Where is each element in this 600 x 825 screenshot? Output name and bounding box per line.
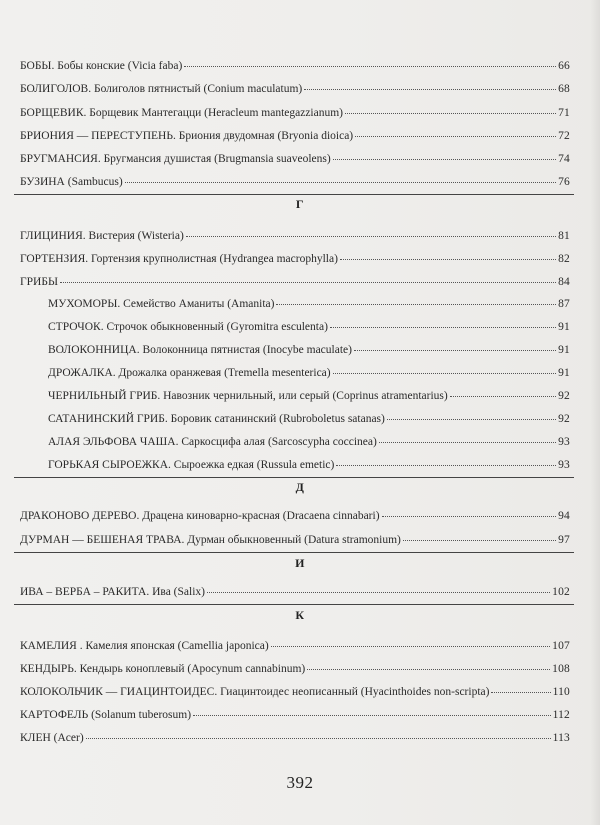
dot-leader xyxy=(60,270,556,283)
toc-entry xyxy=(20,682,570,702)
toc-entry-page: 72 xyxy=(558,130,570,142)
toc-entry xyxy=(20,705,570,725)
toc-entry-title: КЕНДЫРЬ. Кендырь коноплевый (Apocynum cannabinum) xyxy=(20,663,306,675)
toc-entry-title: САТАНИНСКИЙ ГРИБ. Боровик сатанинский (Rubroboletus satanas) xyxy=(48,413,385,425)
dot-leader xyxy=(355,124,556,137)
toc-entry-title: ВОЛОКОННИЦА. Волоконница пятнистая (Inocybe maculate) xyxy=(48,344,352,356)
section-letter: Г xyxy=(295,197,305,211)
page-edge-shadow xyxy=(590,0,600,825)
dot-leader xyxy=(186,224,556,237)
toc-subentry xyxy=(48,317,570,337)
dot-leader xyxy=(382,504,557,517)
toc-entry xyxy=(20,172,570,192)
toc-entry-title: ГОРЬКАЯ СЫРОЕЖКА. Сыроежка едкая (Russula emetic) xyxy=(48,459,335,471)
toc-entry-page: 94 xyxy=(558,510,570,522)
toc-entry-page: 92 xyxy=(558,390,570,402)
dot-leader xyxy=(336,453,556,466)
toc-entry-title: ГЛИЦИНИЯ. Вистерия (Wisteria) xyxy=(20,230,184,242)
toc-entry-title: ЧЕРНИЛЬНЫЙ ГРИБ. Навозник чернильный, или серый (Coprinus atramentarius) xyxy=(48,390,448,402)
toc-entry-title: КАМЕЛИЯ . Камелия японская (Camellia japonica) xyxy=(20,640,269,652)
toc-entry-page: 66 xyxy=(558,60,570,72)
page-number: 392 xyxy=(286,773,314,792)
toc-entry xyxy=(20,659,570,679)
dot-leader xyxy=(450,384,556,397)
toc-entry-title: ДРАКОНОВО ДЕРЕВО. Драцена киноварно-красная (Dracaena cinnabari) xyxy=(20,510,380,522)
dot-leader xyxy=(276,292,556,305)
toc-subentry xyxy=(48,340,570,360)
dot-leader xyxy=(387,407,556,420)
toc-entry xyxy=(20,582,570,602)
toc-entry xyxy=(20,56,570,76)
dot-leader xyxy=(330,315,556,328)
toc-entry xyxy=(20,530,570,550)
dot-leader xyxy=(333,147,556,160)
dot-leader xyxy=(354,338,556,351)
toc-entry-title: БРУГМАНСИЯ. Бругмансия душистая (Brugmansia suaveolens) xyxy=(20,153,331,165)
toc-entry-title: СТРОЧОК. Строчок обыкновенный (Gyromitra esculenta) xyxy=(48,321,328,333)
toc-entry xyxy=(20,249,570,269)
toc-entry-page: 68 xyxy=(558,83,570,95)
section-letter: И xyxy=(295,556,305,570)
section-letter: К xyxy=(295,608,305,622)
toc-subentry xyxy=(48,363,570,383)
toc-entry-page: 107 xyxy=(552,640,570,652)
toc-subentry xyxy=(48,294,570,314)
toc-entry-title: КАРТОФЕЛЬ (Solanum tuberosum) xyxy=(20,709,192,721)
section-letter: Д xyxy=(295,480,305,494)
toc-entry-title: ИВА – ВЕРБА – РАКИТА. Ива (Salix) xyxy=(20,586,205,598)
dot-leader xyxy=(491,680,550,693)
toc-entry-page: 91 xyxy=(558,367,570,379)
dot-leader xyxy=(271,634,550,647)
toc-entry-page: 102 xyxy=(552,586,570,598)
dot-leader xyxy=(345,101,556,114)
toc-entry-page: 112 xyxy=(552,709,570,721)
toc-entry xyxy=(20,728,570,748)
toc-entry-page: 81 xyxy=(558,230,570,242)
toc-entry-page: 93 xyxy=(558,436,570,448)
toc-entry-title: БОЛИГОЛОВ. Болиголов пятнистый (Conium maculatum) xyxy=(20,83,303,95)
dot-leader xyxy=(340,247,556,260)
toc-subentry xyxy=(48,409,570,429)
toc-entry-title: АЛАЯ ЭЛЬФОВА ЧАША. Саркосцифа алая (Sarcoscypha coccinea) xyxy=(48,436,377,448)
toc-entry xyxy=(20,103,570,123)
toc-entry-page: 91 xyxy=(558,321,570,333)
toc-entry-page: 93 xyxy=(558,459,570,471)
dot-leader xyxy=(125,170,556,183)
toc-subentry xyxy=(48,455,570,475)
toc-entry-title: БОРЩЕВИК. Борщевик Мантегацци (Heracleum mantegazzianum) xyxy=(20,107,344,119)
toc-entry-title: ГРИБЫ xyxy=(20,276,58,288)
toc-entry-page: 97 xyxy=(558,534,570,546)
toc-entry-page: 113 xyxy=(552,732,570,744)
dot-leader xyxy=(333,361,556,374)
toc-entry-page: 71 xyxy=(558,107,570,119)
toc-entry xyxy=(20,126,570,146)
toc-entry-title: ГОРТЕНЗИЯ. Гортензия крупнолистная (Hydrangea macrophylla) xyxy=(20,253,338,265)
dot-leader xyxy=(86,726,551,739)
toc-entry xyxy=(20,79,570,99)
section-divider xyxy=(14,604,574,605)
toc-entry-page: 87 xyxy=(558,298,570,310)
toc-entry xyxy=(20,506,570,526)
dot-leader xyxy=(304,77,556,90)
dot-leader xyxy=(307,657,550,670)
toc-entry-title: БОБЫ. Бобы конские (Vicia faba) xyxy=(20,60,183,72)
toc-entry-page: 74 xyxy=(558,153,570,165)
toc-entry xyxy=(20,636,570,656)
toc-entry-page: 108 xyxy=(552,663,570,675)
toc-entry-page: 76 xyxy=(558,176,570,188)
section-divider xyxy=(14,477,574,478)
toc-entry-title: ДРОЖАЛКА. Дрожалка оранжевая (Tremella mesenterica) xyxy=(48,367,331,379)
toc-entry-page: 91 xyxy=(558,344,570,356)
dot-leader xyxy=(193,703,551,716)
toc-entry-title: ДУРМАН — БЕШЕНАЯ ТРАВА. Дурман обыкновенный (Datura stramonium) xyxy=(20,534,401,546)
toc-entry-title: КЛЕН (Acer) xyxy=(20,732,84,744)
dot-leader xyxy=(207,580,550,593)
toc-entry-page: 92 xyxy=(558,413,570,425)
toc-entry-page: 84 xyxy=(558,276,570,288)
dot-leader xyxy=(184,54,556,67)
dot-leader xyxy=(403,528,556,541)
toc-entry-page: 110 xyxy=(552,686,570,698)
toc-entry-title: БРИОНИЯ — ПЕРЕСТУПЕНЬ. Бриония двудомная (Bryonia dioica) xyxy=(20,130,354,142)
toc-subentry xyxy=(48,386,570,406)
toc-subentry xyxy=(48,432,570,452)
section-divider xyxy=(14,552,574,553)
dot-leader xyxy=(379,430,556,443)
toc-entry xyxy=(20,272,570,292)
toc-entry xyxy=(20,149,570,169)
toc-entry-page: 82 xyxy=(558,253,570,265)
toc-entry-title: МУХОМОРЫ. Семейство Аманиты (Amanita) xyxy=(48,298,275,310)
toc-entry-title: КОЛОКОЛЬЧИК — ГИАЦИНТОИДЕС. Гиацинтоидес неописанный (Hyacinthoides non-scripta) xyxy=(20,686,490,698)
toc-entry-title: БУЗИНА (Sambucus) xyxy=(20,176,123,188)
section-divider xyxy=(14,194,574,195)
toc-entry xyxy=(20,226,570,246)
